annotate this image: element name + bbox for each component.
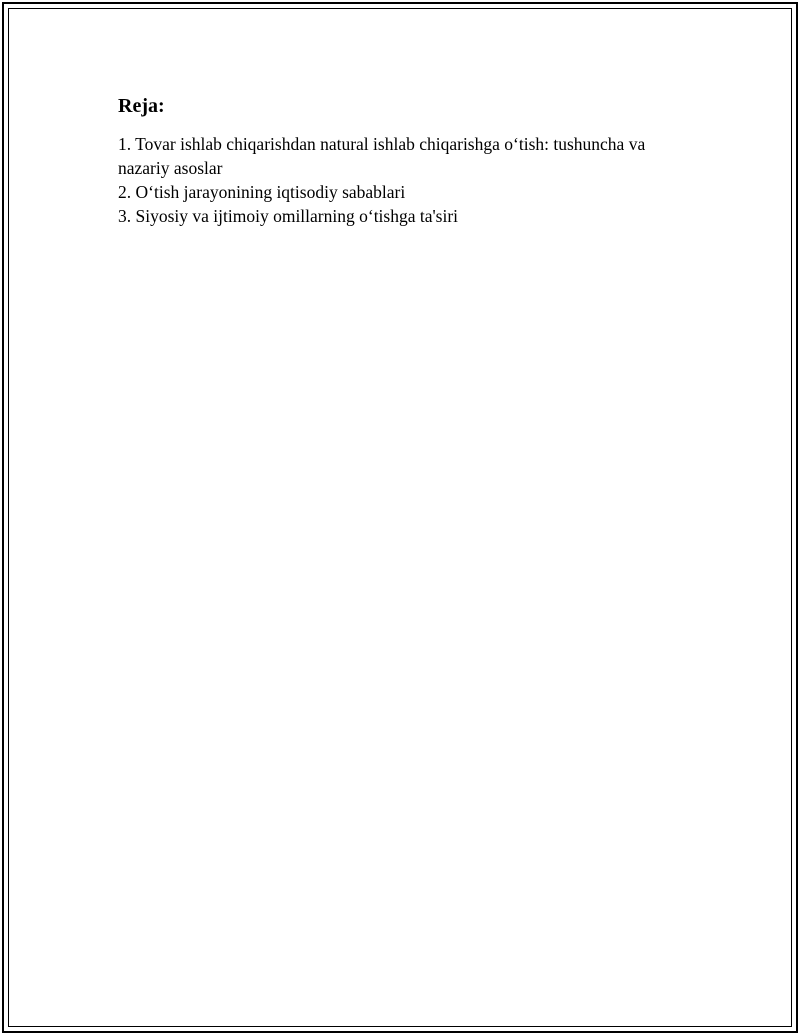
plan-item-2: 2. O‘tish jarayonining iqtisodiy sabablari (118, 182, 406, 202)
plan-item-1: 1. Tovar ishlab chiqarishdan natural ishlab chiqarishga o‘tish: tushuncha va nazariy asoslar (118, 134, 646, 178)
document-body (118, 92, 698, 228)
plan-list (118, 132, 698, 228)
plan-item-3: 3. Siyosiy va ijtimoiy omillarning o‘tishga ta'siri (118, 206, 459, 226)
plan-heading: Reja: (118, 95, 165, 117)
